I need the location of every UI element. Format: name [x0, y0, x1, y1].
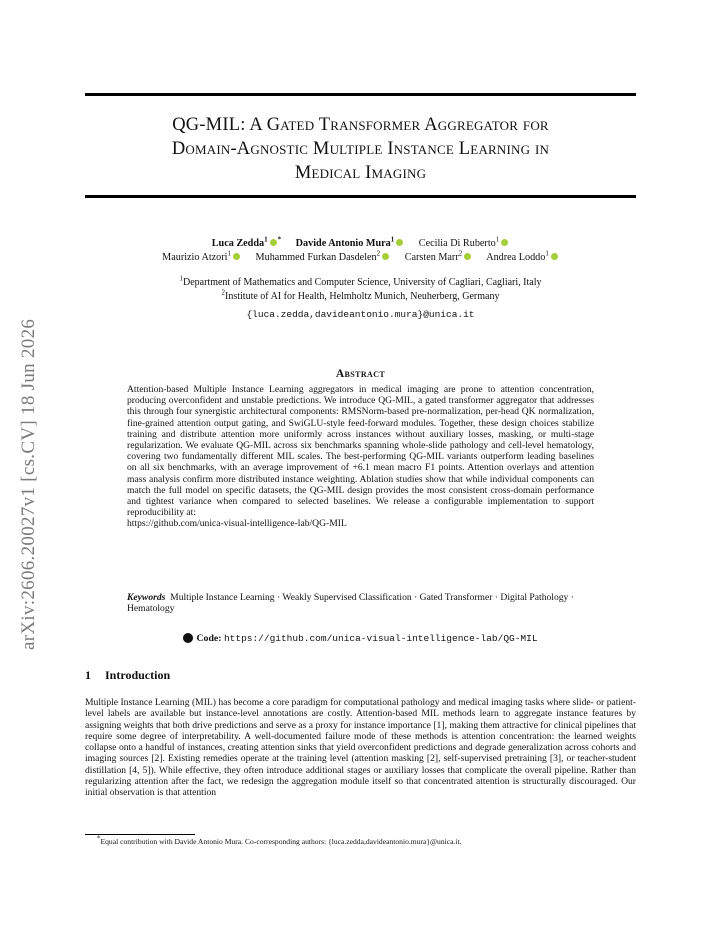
abstract-link[interactable]: https://github.com/unica-visual-intelligence-lab/QG-MIL: [127, 518, 347, 530]
abstract-text: Attention-based Multiple Instance Learning aggregators in medical imaging are prone to attention concentration, producing overconfident and unstable predictions. We introduce QG-MIL, a gated transformer aggregator that addresses this through four synergistic architectural components: RMSNorm-based pre-normalization, per-head QK normalization, fine-grained attention output gating, and SwiGLU-style feed-forward modules. Together, these design choices stabilize training and distribute attention more uniformly across instances without auxiliary losses, masking, or multi-stage regularization. We evaluate QG-MIL across six benchmarks spanning whole-slide pathology and cell-level hematology, covering two fundamentally different MIL scales. The best-performing QG-MIL variants outperform leading baselines on all six benchmarks, with an average improvement of +6.1 mean macro F1 points. Attention overlays and attention mass analysis confirm more distributed instance weighting. Ablation studies show that while individual components can match the full model on specific datasets, the QG-MIL design provides the most consistent cross-domain performance and tightest variance when compared to selected baselines. We release a configurable implementation to support reproducibility at:: [127, 384, 594, 519]
affiliation-2: $^2$Institute of AI for Health, Helmholtz Munich, Neuherberg, Germany: [221, 288, 500, 302]
author: Maurizio Atzori$^1$: [162, 252, 241, 263]
affiliation-1: $^1$Department of Mathematics and Computer Science, University of Cagliari, Cagliari, Italy: [179, 274, 542, 288]
abstract-body: [127, 384, 594, 530]
keywords-list: Multiple Instance Learning · Weakly Supervised Classification · Gated Transformer · Digital Pathology · Hematology: [127, 592, 574, 615]
author: Carsten Marr$^2$: [405, 252, 473, 263]
abstract-heading: Abstract: [335, 368, 386, 380]
orcid-icon[interactable]: [270, 239, 277, 246]
section-heading-introduction: [85, 668, 636, 683]
orcid-icon[interactable]: [501, 239, 508, 246]
orcid-icon[interactable]: [551, 253, 558, 260]
github-icon: [183, 633, 193, 643]
keywords: [127, 592, 594, 614]
code-url-link[interactable]: https://github.com/unica-visual-intelligence-lab/QG-MIL: [223, 633, 538, 644]
paper-title: [85, 113, 636, 185]
code-label: Code:: [196, 633, 222, 644]
author: Cecilia Di Ruberto$^1$: [419, 238, 509, 249]
author: Davide Antonio Mura$^1$: [296, 238, 405, 249]
arxiv-identifier: arXiv:2606.20027v1 [cs.CV] 18 Jun 2026: [18, 318, 39, 650]
title-line-2: Domain-Agnostic Multiple Instance Learning in: [171, 139, 550, 159]
code-link-row: [85, 633, 636, 644]
keywords-label: Keywords: [127, 592, 166, 603]
orcid-icon[interactable]: [382, 253, 389, 260]
author: Andrea Loddo$^1$: [486, 252, 559, 263]
author: Muhammed Furkan Dasdelen$^2$: [256, 252, 391, 263]
introduction-paragraph: Multiple Instance Learning (MIL) has become a core paradigm for computational pathology and medical imaging tasks where slide- or patient-level labels are available but instance-level annotations are costly. Attention-based MIL methods learn to aggregate instance features by assigning weights that both drive predictions and serve as a proxy for instance importance [1], making them attractive for clinical pipelines that require some degree of interpretability. A well-documented failure mode of these methods is attention concentration: the learned weights collapse onto a handful of instances, creating attention sinks that yield overconfident predictions and degrade generalization across cohorts and imaging sources [2]. Existing remedies operate at the training level (attention masking [2], self-supervised pretraining [3], or teacher-student distillation [4, 5]). While effective, they often introduce additional stages or auxiliary losses that complicate the overall pipeline. Rather than regularizing attention after the fact, we redesign the aggregation module itself so that concentrated attention is structurally discouraged. Our initial observation is that attention: [85, 697, 636, 799]
footnote: [97, 834, 636, 847]
title-line-3: Medical Imaging: [294, 163, 427, 183]
section-number: 1: [85, 668, 91, 682]
author: Luca Zedda$^1$ *: [211, 235, 282, 249]
title-top-rule: [85, 93, 636, 96]
orcid-icon[interactable]: [396, 239, 403, 246]
title-bottom-rule: [85, 195, 636, 198]
footnote-rule: [85, 834, 195, 835]
title-line-1: QG-MIL: A Gated Transformer Aggregator for: [172, 115, 549, 135]
footnote-text: Equal contribution with Davide Antonio Mura. Co-corresponding authors: {luca.zedda,davideantonio.mura}@unica.it.: [100, 837, 462, 846]
contact-email[interactable]: {luca.zedda,davideantonio.mura}@unica.it: [246, 309, 475, 320]
footnote-mark: *: [97, 834, 101, 843]
section-title: Introduction: [105, 668, 171, 682]
author-list: [85, 237, 636, 265]
affiliations: [85, 276, 636, 322]
orcid-icon[interactable]: [233, 253, 240, 260]
orcid-icon[interactable]: [464, 253, 471, 260]
